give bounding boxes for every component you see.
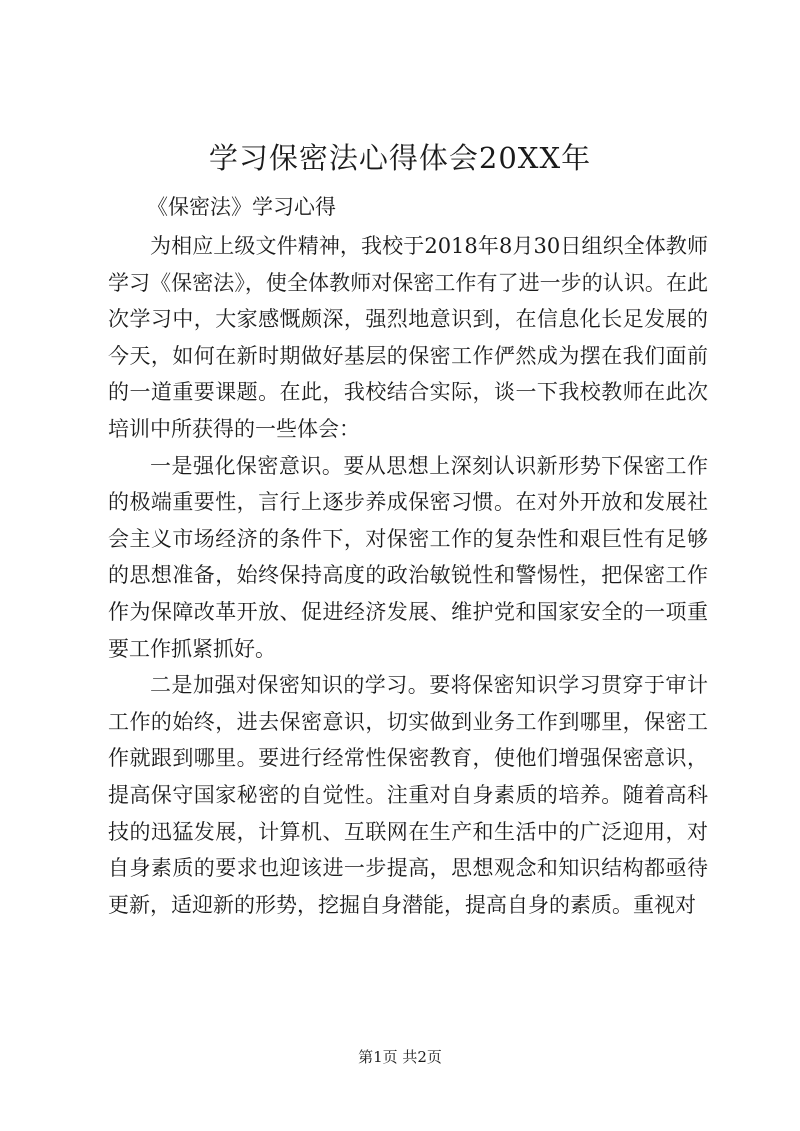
paragraph-intro: 为相应上级文件精神，我校于2018年8月30日组织全体教师学习《保密法》，使全体教师对保密工作有了进一步的认识。在此次学习中，大家感慨颇深，强烈地意识到，在信息化长足发展的今天，如何在新时期做好基层的保密工作俨然成为摆在我们面前的一道重要课题。在此，我校结合实际，谈一下我校教师在此次培训中所获得的一些体会： — [108, 234, 708, 441]
page-number-footer: 第1页 共2页 — [358, 1048, 442, 1066]
document-title: 学习保密法心得体会20XX年 — [208, 141, 592, 175]
document-body — [108, 228, 708, 923]
paragraph-point-one: 一是强化保密意识。要从思想上深刻认识新形势下保密工作的极端重要性，言行上逐步养成保密习惯。在对外开放和发展社会主义市场经济的条件下，对保密工作的复杂性和艰巨性有足够的思想准备，始终保持高度的政治敏锐性和警惕性，把保密工作作为保障改革开放、促进经济发展、维护党和国家安全的一项重要工作抓紧抓好。 — [108, 453, 708, 661]
paragraph-point-two: 二是加强对保密知识的学习。要将保密知识学习贯穿于审计工作的始终，进去保密意识，切实做到业务工作到哪里，保密工作就跟到哪里。要进行经常性保密教育，使他们增强保密意识，提高保守国家秘密的自觉性。注重对自身素质的培养。随着高科技的迅猛发展，计算机、互联网在生产和生活中的广泛迎用，对自身素质的要求也迎该进一步提高，思想观念和知识结构都亟待更新，适迎新的形势，挖掘自身潜能，提高自身的素质。重视对 — [108, 673, 708, 917]
document-subtitle: 《保密法》学习心得 — [147, 195, 336, 219]
